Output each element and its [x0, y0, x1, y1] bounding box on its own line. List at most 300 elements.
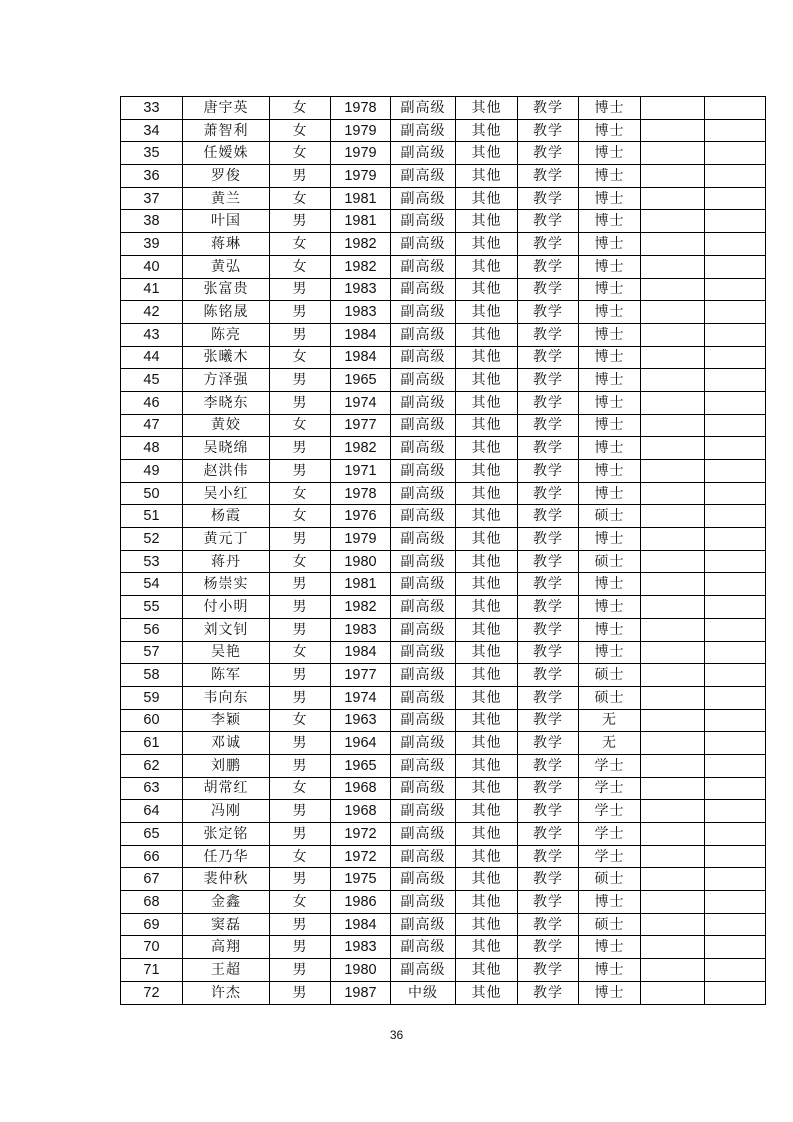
cell-degree: 博士 — [579, 346, 641, 369]
cell-degree: 学士 — [579, 800, 641, 823]
cell-category: 其他 — [456, 959, 518, 982]
cell-extra-1 — [641, 142, 705, 165]
cell-index: 33 — [121, 97, 183, 120]
cell-degree: 无 — [579, 732, 641, 755]
cell-post-type: 教学 — [518, 391, 579, 414]
cell-name: 冯刚 — [183, 800, 270, 823]
cell-extra-1 — [641, 97, 705, 120]
cell-gender: 女 — [270, 550, 331, 573]
cell-title-level: 副高级 — [391, 323, 456, 346]
cell-gender: 男 — [270, 754, 331, 777]
cell-index: 63 — [121, 777, 183, 800]
cell-name: 张富贵 — [183, 278, 270, 301]
cell-birth-year: 1974 — [331, 391, 391, 414]
cell-extra-1 — [641, 709, 705, 732]
cell-extra-1 — [641, 165, 705, 188]
table-row — [121, 959, 766, 982]
table-row — [121, 618, 766, 641]
table-row — [121, 482, 766, 505]
cell-name: 裴仲秋 — [183, 868, 270, 891]
cell-gender: 男 — [270, 210, 331, 233]
cell-post-type: 教学 — [518, 800, 579, 823]
cell-post-type: 教学 — [518, 437, 579, 460]
cell-birth-year: 1982 — [331, 596, 391, 619]
table-row — [121, 596, 766, 619]
cell-birth-year: 1979 — [331, 142, 391, 165]
table-row — [121, 165, 766, 188]
cell-extra-1 — [641, 641, 705, 664]
cell-name: 陈军 — [183, 664, 270, 687]
cell-degree: 博士 — [579, 573, 641, 596]
table-row — [121, 460, 766, 483]
cell-post-type: 教学 — [518, 460, 579, 483]
cell-extra-2 — [705, 732, 766, 755]
cell-gender: 男 — [270, 278, 331, 301]
cell-name: 张曦木 — [183, 346, 270, 369]
cell-degree: 博士 — [579, 187, 641, 210]
cell-extra-2 — [705, 437, 766, 460]
cell-gender: 男 — [270, 391, 331, 414]
cell-name: 邓诚 — [183, 732, 270, 755]
cell-category: 其他 — [456, 505, 518, 528]
cell-birth-year: 1984 — [331, 641, 391, 664]
cell-gender: 男 — [270, 437, 331, 460]
cell-title-level: 副高级 — [391, 528, 456, 551]
cell-name: 方泽强 — [183, 369, 270, 392]
cell-title-level: 副高级 — [391, 641, 456, 664]
cell-category: 其他 — [456, 868, 518, 891]
cell-birth-year: 1981 — [331, 573, 391, 596]
cell-category: 其他 — [456, 414, 518, 437]
table-row — [121, 323, 766, 346]
cell-extra-1 — [641, 686, 705, 709]
cell-extra-2 — [705, 528, 766, 551]
cell-gender: 男 — [270, 528, 331, 551]
cell-index: 47 — [121, 414, 183, 437]
cell-title-level: 副高级 — [391, 346, 456, 369]
cell-extra-2 — [705, 641, 766, 664]
cell-extra-2 — [705, 187, 766, 210]
table-row — [121, 278, 766, 301]
table-row — [121, 301, 766, 324]
cell-degree: 硕士 — [579, 868, 641, 891]
cell-index: 61 — [121, 732, 183, 755]
cell-post-type: 教学 — [518, 278, 579, 301]
cell-extra-2 — [705, 482, 766, 505]
cell-degree: 博士 — [579, 936, 641, 959]
cell-title-level: 副高级 — [391, 800, 456, 823]
cell-gender: 男 — [270, 823, 331, 846]
cell-post-type: 教学 — [518, 346, 579, 369]
table-row — [121, 97, 766, 120]
cell-degree: 博士 — [579, 369, 641, 392]
cell-title-level: 副高级 — [391, 255, 456, 278]
cell-title-level: 副高级 — [391, 278, 456, 301]
cell-post-type: 教学 — [518, 255, 579, 278]
cell-gender: 女 — [270, 845, 331, 868]
cell-index: 49 — [121, 460, 183, 483]
cell-post-type: 教学 — [518, 891, 579, 914]
cell-index: 72 — [121, 981, 183, 1004]
cell-name: 黄兰 — [183, 187, 270, 210]
table-row — [121, 777, 766, 800]
cell-extra-2 — [705, 97, 766, 120]
cell-index: 57 — [121, 641, 183, 664]
cell-birth-year: 1979 — [331, 528, 391, 551]
cell-index: 60 — [121, 709, 183, 732]
cell-degree: 博士 — [579, 641, 641, 664]
table-row — [121, 233, 766, 256]
cell-category: 其他 — [456, 754, 518, 777]
cell-index: 68 — [121, 891, 183, 914]
cell-name: 刘鹏 — [183, 754, 270, 777]
cell-degree: 博士 — [579, 981, 641, 1004]
cell-gender: 男 — [270, 664, 331, 687]
cell-category: 其他 — [456, 777, 518, 800]
cell-index: 36 — [121, 165, 183, 188]
cell-gender: 男 — [270, 596, 331, 619]
cell-category: 其他 — [456, 936, 518, 959]
cell-degree: 博士 — [579, 528, 641, 551]
cell-name: 刘文钊 — [183, 618, 270, 641]
cell-index: 35 — [121, 142, 183, 165]
cell-name: 赵洪伟 — [183, 460, 270, 483]
table-row — [121, 437, 766, 460]
cell-title-level: 副高级 — [391, 482, 456, 505]
cell-category: 其他 — [456, 187, 518, 210]
cell-post-type: 教学 — [518, 119, 579, 142]
cell-name: 蒋丹 — [183, 550, 270, 573]
cell-post-type: 教学 — [518, 686, 579, 709]
cell-degree: 学士 — [579, 754, 641, 777]
cell-index: 64 — [121, 800, 183, 823]
cell-name: 胡常红 — [183, 777, 270, 800]
cell-title-level: 中级 — [391, 981, 456, 1004]
cell-category: 其他 — [456, 142, 518, 165]
cell-extra-2 — [705, 777, 766, 800]
cell-post-type: 教学 — [518, 754, 579, 777]
cell-extra-2 — [705, 119, 766, 142]
cell-birth-year: 1965 — [331, 369, 391, 392]
cell-extra-1 — [641, 301, 705, 324]
table-row — [121, 823, 766, 846]
cell-degree: 博士 — [579, 391, 641, 414]
table-row — [121, 709, 766, 732]
cell-index: 58 — [121, 664, 183, 687]
cell-category: 其他 — [456, 823, 518, 846]
cell-extra-2 — [705, 845, 766, 868]
cell-extra-1 — [641, 278, 705, 301]
cell-title-level: 副高级 — [391, 845, 456, 868]
cell-birth-year: 1980 — [331, 959, 391, 982]
cell-degree: 博士 — [579, 414, 641, 437]
cell-extra-1 — [641, 528, 705, 551]
cell-gender: 男 — [270, 959, 331, 982]
cell-title-level: 副高级 — [391, 686, 456, 709]
cell-extra-2 — [705, 278, 766, 301]
cell-post-type: 教学 — [518, 936, 579, 959]
cell-post-type: 教学 — [518, 528, 579, 551]
table-row — [121, 210, 766, 233]
cell-birth-year: 1983 — [331, 618, 391, 641]
cell-post-type: 教学 — [518, 142, 579, 165]
cell-gender: 男 — [270, 981, 331, 1004]
cell-title-level: 副高级 — [391, 573, 456, 596]
cell-degree: 博士 — [579, 142, 641, 165]
cell-degree: 博士 — [579, 959, 641, 982]
cell-birth-year: 1978 — [331, 482, 391, 505]
cell-title-level: 副高级 — [391, 618, 456, 641]
table-row — [121, 369, 766, 392]
cell-post-type: 教学 — [518, 709, 579, 732]
cell-extra-1 — [641, 823, 705, 846]
cell-extra-2 — [705, 573, 766, 596]
cell-birth-year: 1983 — [331, 278, 391, 301]
cell-degree: 学士 — [579, 845, 641, 868]
table-row — [121, 913, 766, 936]
table-row — [121, 936, 766, 959]
cell-name: 吴晓绵 — [183, 437, 270, 460]
cell-title-level: 副高级 — [391, 868, 456, 891]
cell-extra-2 — [705, 868, 766, 891]
cell-index: 62 — [121, 754, 183, 777]
cell-name: 叶国 — [183, 210, 270, 233]
cell-index: 59 — [121, 686, 183, 709]
cell-birth-year: 1968 — [331, 800, 391, 823]
cell-extra-2 — [705, 369, 766, 392]
cell-category: 其他 — [456, 709, 518, 732]
cell-name: 陈亮 — [183, 323, 270, 346]
cell-category: 其他 — [456, 210, 518, 233]
cell-title-level: 副高级 — [391, 596, 456, 619]
cell-degree: 博士 — [579, 165, 641, 188]
cell-category: 其他 — [456, 233, 518, 256]
cell-category: 其他 — [456, 618, 518, 641]
cell-gender: 女 — [270, 255, 331, 278]
cell-extra-1 — [641, 800, 705, 823]
cell-birth-year: 1974 — [331, 686, 391, 709]
cell-index: 55 — [121, 596, 183, 619]
cell-gender: 女 — [270, 233, 331, 256]
cell-degree: 硕士 — [579, 664, 641, 687]
table-row — [121, 414, 766, 437]
cell-gender: 男 — [270, 868, 331, 891]
cell-extra-1 — [641, 573, 705, 596]
cell-name: 李颖 — [183, 709, 270, 732]
cell-index: 51 — [121, 505, 183, 528]
cell-title-level: 副高级 — [391, 301, 456, 324]
cell-category: 其他 — [456, 732, 518, 755]
cell-birth-year: 1983 — [331, 936, 391, 959]
cell-post-type: 教学 — [518, 233, 579, 256]
cell-index: 42 — [121, 301, 183, 324]
cell-gender: 男 — [270, 323, 331, 346]
cell-extra-1 — [641, 233, 705, 256]
cell-name: 窦磊 — [183, 913, 270, 936]
cell-extra-1 — [641, 618, 705, 641]
cell-index: 39 — [121, 233, 183, 256]
cell-post-type: 教学 — [518, 323, 579, 346]
cell-category: 其他 — [456, 596, 518, 619]
cell-extra-1 — [641, 119, 705, 142]
cell-name: 黄姣 — [183, 414, 270, 437]
cell-extra-1 — [641, 391, 705, 414]
cell-birth-year: 1982 — [331, 233, 391, 256]
cell-degree: 博士 — [579, 301, 641, 324]
cell-extra-2 — [705, 460, 766, 483]
cell-category: 其他 — [456, 369, 518, 392]
cell-gender: 男 — [270, 913, 331, 936]
cell-category: 其他 — [456, 482, 518, 505]
cell-birth-year: 1981 — [331, 210, 391, 233]
cell-title-level: 副高级 — [391, 187, 456, 210]
cell-post-type: 教学 — [518, 845, 579, 868]
cell-category: 其他 — [456, 346, 518, 369]
cell-title-level: 副高级 — [391, 936, 456, 959]
cell-extra-1 — [641, 868, 705, 891]
cell-extra-1 — [641, 323, 705, 346]
cell-title-level: 副高级 — [391, 210, 456, 233]
cell-name: 陈铭晟 — [183, 301, 270, 324]
cell-extra-1 — [641, 505, 705, 528]
cell-category: 其他 — [456, 119, 518, 142]
table-row — [121, 981, 766, 1004]
cell-gender: 女 — [270, 505, 331, 528]
cell-birth-year: 1982 — [331, 255, 391, 278]
cell-extra-2 — [705, 301, 766, 324]
cell-gender: 女 — [270, 414, 331, 437]
cell-birth-year: 1964 — [331, 732, 391, 755]
cell-category: 其他 — [456, 664, 518, 687]
cell-degree: 学士 — [579, 777, 641, 800]
cell-gender: 男 — [270, 573, 331, 596]
cell-extra-2 — [705, 391, 766, 414]
cell-extra-2 — [705, 165, 766, 188]
cell-extra-2 — [705, 709, 766, 732]
cell-birth-year: 1980 — [331, 550, 391, 573]
table-row — [121, 505, 766, 528]
cell-category: 其他 — [456, 913, 518, 936]
cell-index: 53 — [121, 550, 183, 573]
cell-extra-1 — [641, 845, 705, 868]
cell-index: 38 — [121, 210, 183, 233]
cell-post-type: 教学 — [518, 913, 579, 936]
cell-extra-2 — [705, 505, 766, 528]
cell-gender: 男 — [270, 369, 331, 392]
cell-name: 杨霞 — [183, 505, 270, 528]
cell-name: 韦向东 — [183, 686, 270, 709]
cell-title-level: 副高级 — [391, 664, 456, 687]
cell-gender: 男 — [270, 165, 331, 188]
cell-index: 56 — [121, 618, 183, 641]
cell-category: 其他 — [456, 641, 518, 664]
cell-title-level: 副高级 — [391, 732, 456, 755]
cell-degree: 无 — [579, 709, 641, 732]
cell-degree: 硕士 — [579, 913, 641, 936]
cell-extra-2 — [705, 142, 766, 165]
table-row — [121, 664, 766, 687]
cell-birth-year: 1986 — [331, 891, 391, 914]
cell-category: 其他 — [456, 278, 518, 301]
cell-birth-year: 1982 — [331, 437, 391, 460]
cell-degree: 学士 — [579, 823, 641, 846]
cell-extra-2 — [705, 255, 766, 278]
cell-post-type: 教学 — [518, 301, 579, 324]
cell-title-level: 副高级 — [391, 709, 456, 732]
cell-birth-year: 1978 — [331, 97, 391, 120]
table-row — [121, 255, 766, 278]
cell-extra-1 — [641, 732, 705, 755]
cell-name: 任乃华 — [183, 845, 270, 868]
cell-title-level: 副高级 — [391, 913, 456, 936]
cell-degree: 博士 — [579, 97, 641, 120]
table-row — [121, 142, 766, 165]
cell-gender: 女 — [270, 891, 331, 914]
cell-name: 吴小红 — [183, 482, 270, 505]
cell-post-type: 教学 — [518, 550, 579, 573]
cell-degree: 硕士 — [579, 686, 641, 709]
cell-birth-year: 1979 — [331, 165, 391, 188]
cell-name: 金鑫 — [183, 891, 270, 914]
cell-index: 37 — [121, 187, 183, 210]
cell-extra-2 — [705, 346, 766, 369]
cell-category: 其他 — [456, 686, 518, 709]
cell-title-level: 副高级 — [391, 97, 456, 120]
cell-title-level: 副高级 — [391, 391, 456, 414]
table-row — [121, 573, 766, 596]
cell-extra-1 — [641, 437, 705, 460]
cell-title-level: 副高级 — [391, 754, 456, 777]
cell-extra-1 — [641, 346, 705, 369]
cell-degree: 博士 — [579, 596, 641, 619]
cell-degree: 硕士 — [579, 550, 641, 573]
staff-table — [120, 96, 766, 1005]
cell-category: 其他 — [456, 800, 518, 823]
cell-index: 45 — [121, 369, 183, 392]
cell-gender: 女 — [270, 142, 331, 165]
cell-index: 40 — [121, 255, 183, 278]
cell-post-type: 教学 — [518, 482, 579, 505]
cell-birth-year: 1984 — [331, 323, 391, 346]
cell-category: 其他 — [456, 550, 518, 573]
cell-degree: 博士 — [579, 437, 641, 460]
cell-extra-1 — [641, 210, 705, 233]
cell-post-type: 教学 — [518, 868, 579, 891]
cell-birth-year: 1979 — [331, 119, 391, 142]
cell-post-type: 教学 — [518, 959, 579, 982]
cell-gender: 男 — [270, 936, 331, 959]
cell-title-level: 副高级 — [391, 369, 456, 392]
cell-post-type: 教学 — [518, 369, 579, 392]
cell-index: 70 — [121, 936, 183, 959]
cell-birth-year: 1975 — [331, 868, 391, 891]
table-row — [121, 550, 766, 573]
cell-extra-2 — [705, 414, 766, 437]
cell-name: 唐宇英 — [183, 97, 270, 120]
cell-degree: 博士 — [579, 323, 641, 346]
table-row — [121, 732, 766, 755]
cell-index: 71 — [121, 959, 183, 982]
cell-extra-2 — [705, 664, 766, 687]
cell-name: 许杰 — [183, 981, 270, 1004]
cell-degree: 博士 — [579, 233, 641, 256]
cell-gender: 女 — [270, 777, 331, 800]
cell-birth-year: 1968 — [331, 777, 391, 800]
table-row — [121, 754, 766, 777]
cell-category: 其他 — [456, 255, 518, 278]
cell-gender: 男 — [270, 686, 331, 709]
cell-post-type: 教学 — [518, 664, 579, 687]
